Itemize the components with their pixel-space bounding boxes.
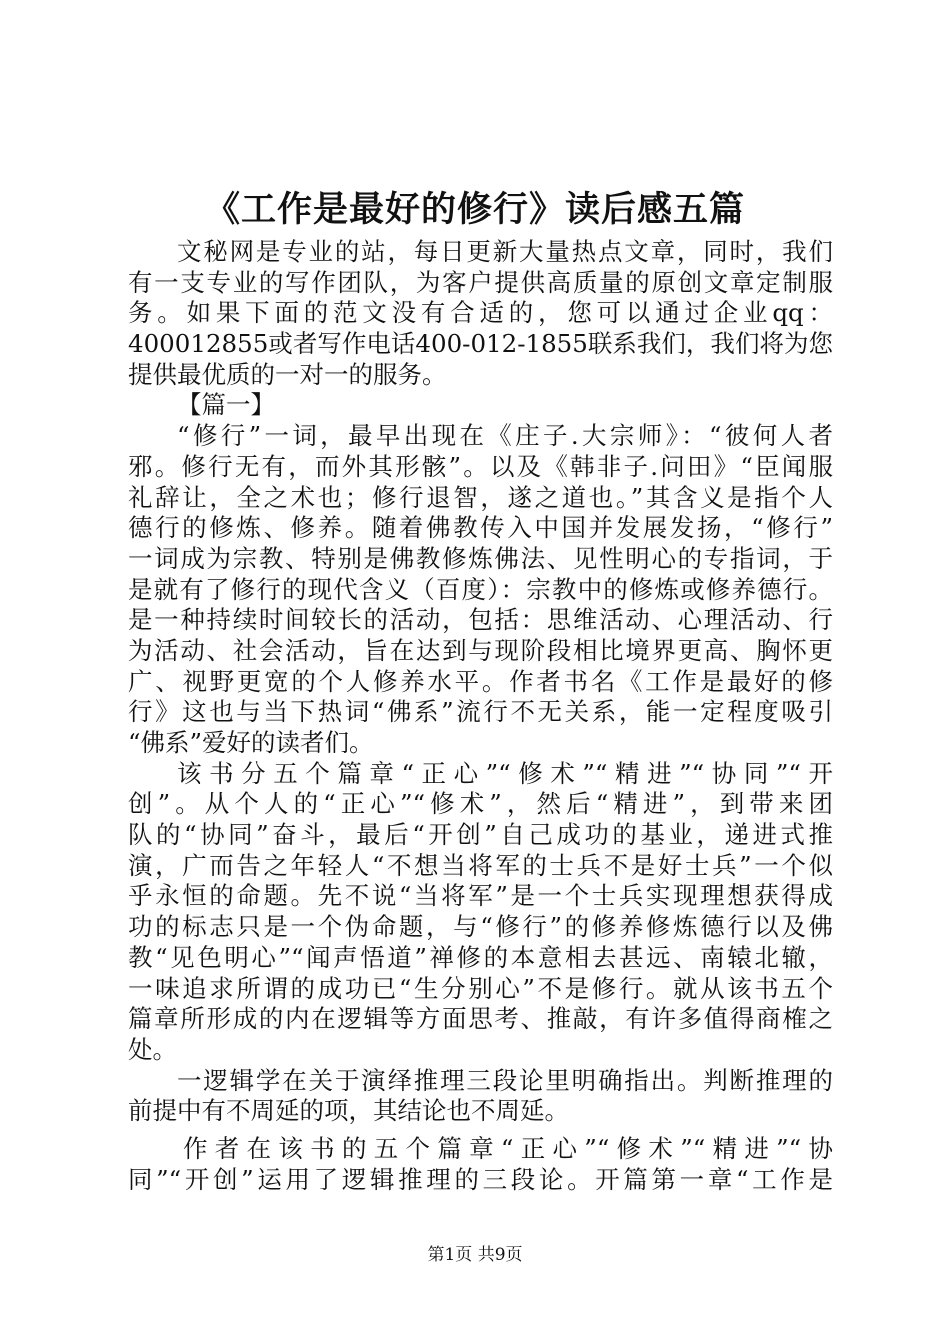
document-body <box>128 237 833 1195</box>
text-line: 一味追求所谓的成功已“生分别心”不是修行。就从该书五个 <box>128 973 833 1003</box>
text-line: 队的“协同”奋斗，最后“开创”自己成功的基业，递进式推 <box>128 820 833 850</box>
text-line: 处。 <box>128 1034 177 1064</box>
text-line: 前提中有不周延的项，其结论也不周延。 <box>128 1096 569 1126</box>
text-line: 行》这也与当下热词“佛系”流行不无关系，能一定程度吸引 <box>128 697 833 727</box>
text-line: 提供最优质的一对一的服务。 <box>128 359 447 389</box>
text-line: 乎永恒的命题。先不说“当将军”是一个士兵实现理想获得成 <box>128 881 833 911</box>
section-heading: 【篇一】 <box>177 390 275 420</box>
text-line: 篇章所形成的内在逻辑等方面思考、推敲，有许多值得商榷之 <box>128 1004 833 1034</box>
page-footer: 第1页 共9页 <box>427 1245 523 1265</box>
text-line: 功的标志只是一个伪命题，与“修行”的修养修炼德行以及佛 <box>128 912 833 942</box>
text-line: 400012855或者写作电话400-012-1855联系我们，我们将为您 <box>128 329 833 359</box>
text-line: 是一种持续时间较长的活动，包括：思维活动、心理活动、行 <box>128 605 833 635</box>
paragraph-gap <box>128 1127 833 1134</box>
text-line: 一逻辑学在关于演绎推理三段论里明确指出。判断推理的 <box>177 1065 833 1095</box>
text-line: 有一支专业的写作团队，为客户提供高质量的原创文章定制服 <box>128 267 833 297</box>
text-line: 演，广而告之年轻人“不想当将军的士兵不是好士兵”一个似 <box>128 850 833 880</box>
text-line: 一词成为宗教、特别是佛教修炼佛法、见性明心的专指词，于 <box>128 543 833 573</box>
text-line: “修行”一词，最早出现在《庄子.大宗师》：“彼何人者 <box>177 421 833 451</box>
text-line: 礼辞让，全之术也；修行退智，遂之道也。”其含义是指个人 <box>128 482 833 512</box>
text-line: 同”“开创”运用了逻辑推理的三段论。开篇第一章“工作是 <box>128 1164 833 1194</box>
text-line: 邪。修行无有，而外其形骸”。以及《韩非子.问田》“臣闻服 <box>128 451 833 481</box>
text-line: 该书分五个篇章“正心”“修术”“精进”“协同”“开 <box>177 758 833 788</box>
text-line: 是就有了修行的现代含义（百度）：宗教中的修炼或修养德行。 <box>128 574 833 604</box>
text-line: 德行的修炼、修养。随着佛教传入中国并发展发扬，“修行” <box>128 513 833 543</box>
text-line: 广、视野更宽的个人修养水平。作者书名《工作是最好的修 <box>128 666 833 696</box>
text-line: 为活动、社会活动，旨在达到与现阶段相比境界更高、胸怀更 <box>128 635 833 665</box>
text-line: 创”。从个人的“正心”“修术”，然后“精进”，到带来团 <box>128 789 833 819</box>
document-title: 《工作是最好的修行》读后感五篇 <box>204 189 745 230</box>
text-line: 教“见色明心”“闻声悟道”禅修的本意相去甚远、南辕北辙， <box>128 942 833 972</box>
text-line: 文秘网是专业的站，每日更新大量热点文章，同时，我们 <box>177 237 833 266</box>
text-line: 作者在该书的五个篇章“正心”“修术”“精进”“协 <box>183 1133 833 1163</box>
text-line: “佛系”爱好的读者们。 <box>128 728 374 757</box>
text-line: 务。如果下面的范文没有合适的，您可以通过企业qq： <box>128 298 833 328</box>
